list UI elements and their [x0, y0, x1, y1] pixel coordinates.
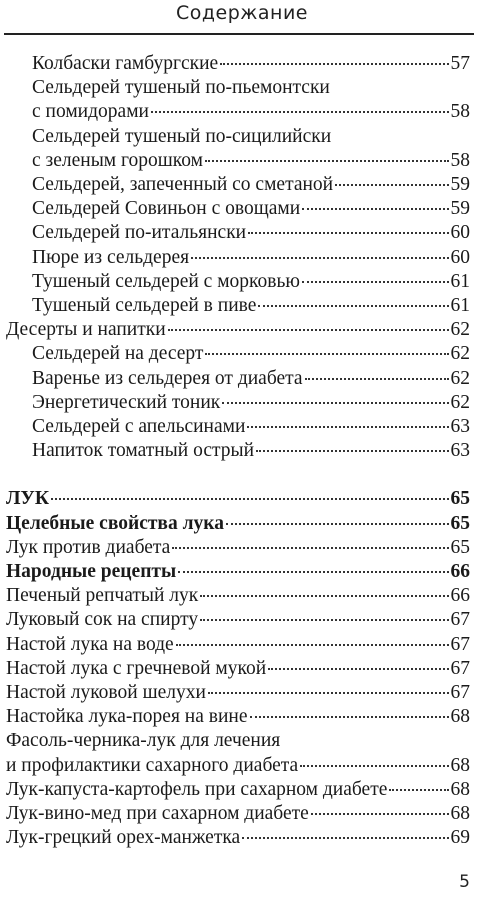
toc-entry [6, 681, 470, 705]
toc-entry-title: с зеленым горошком [32, 149, 204, 171]
toc-entry-title: Лук-грецкий орех-манжетка [6, 827, 241, 849]
toc-entry [6, 512, 470, 536]
toc-entry-title: Лук-вино-мед при сахарном диабете [6, 803, 309, 824]
toc-entry-page: 66 [450, 585, 470, 607]
running-header: Содержание [176, 2, 308, 24]
toc-entry-page: 62 [450, 343, 470, 365]
toc-entry-page: 59 [450, 174, 470, 195]
toc-entry-page: 58 [450, 149, 470, 171]
toc-entry-page: 60 [450, 246, 470, 268]
toc-entry-title: Сельдерей с апельсинами [32, 416, 246, 437]
toc-entry [6, 536, 470, 560]
toc-entry-page: 67 [450, 682, 470, 703]
toc-entry-page: 61 [450, 295, 470, 316]
toc-entry-page: 62 [450, 391, 470, 413]
toc-entry [6, 318, 470, 342]
dot-leader [178, 571, 448, 573]
toc-entry [6, 657, 470, 681]
toc-entry [6, 608, 470, 632]
dot-leader [268, 668, 448, 670]
toc-entry-title: Пюре из сельдерея [32, 246, 190, 268]
toc-entry-title: Тушеный сельдерей в пиве [32, 295, 257, 316]
toc-entry-title: Луковый сок на спирту [6, 609, 199, 631]
toc-entry-page: 68 [450, 706, 470, 728]
toc-entry-title: Сельдерей Совиньон с овощами [32, 198, 301, 220]
toc-entry-page: 68 [450, 754, 470, 776]
dot-leader [311, 813, 449, 815]
toc-entry [32, 415, 470, 439]
toc-entry [32, 246, 470, 270]
dot-leader [302, 281, 449, 283]
toc-entry-page: 66 [450, 561, 470, 582]
toc-entry-page: 68 [450, 778, 470, 800]
toc-entry-title: с помидорами [32, 101, 149, 123]
toc-entry-page: 58 [450, 101, 470, 123]
toc-entry-title: Сельдерей, запеченный со сметаной [32, 174, 334, 195]
toc-entry [32, 52, 470, 76]
dot-leader [200, 619, 448, 621]
toc-entry [32, 342, 470, 366]
toc-entry-title: Настой лука с гречневой мукой [6, 657, 267, 679]
toc-entry [32, 367, 470, 391]
toc-entry-title: и профилактики сахарного диабета [6, 754, 299, 776]
dot-leader [172, 547, 448, 549]
toc-entry [6, 584, 470, 608]
toc-entry [6, 487, 470, 511]
toc-entry [6, 802, 470, 826]
dot-leader [200, 595, 448, 597]
toc-entry [32, 173, 470, 197]
toc-entry [32, 221, 470, 245]
toc-entry-title: Варенье из сельдерея от диабета [32, 367, 303, 389]
header-rule [4, 33, 474, 35]
toc-entry [32, 391, 470, 415]
dot-leader [208, 692, 449, 694]
toc-entry [6, 705, 470, 729]
toc-entry-page: 67 [450, 609, 470, 631]
toc-entry-title: Настой луковой шелухи [6, 682, 206, 703]
toc-entry [6, 633, 470, 657]
toc-entry-page: 63 [450, 416, 470, 437]
toc-entry-title: Десерты и напитки [6, 319, 166, 341]
dot-leader [242, 837, 448, 839]
dot-leader [220, 63, 448, 65]
toc-entry-title-line: Сельдерей тушеный по-сицилийски [32, 125, 332, 147]
dot-leader [247, 426, 448, 428]
toc-entry-title: Печеный репчатый лук [6, 585, 199, 607]
toc-entry-title: Сельдерей по-итальянски [32, 222, 247, 244]
toc-entry-page: 65 [450, 488, 470, 510]
dot-leader [205, 353, 448, 355]
toc-entry [32, 270, 470, 294]
toc-entry-title: Настой лука на воде [6, 633, 174, 655]
toc-entry-title: Тушеный сельдерей с морковью [32, 270, 300, 292]
toc-entry-title: Народные рецепты [6, 561, 177, 582]
toc-entry [32, 100, 470, 124]
toc-entry-title-line: Сельдерей тушеный по-пьемонтски [32, 77, 330, 99]
toc-entry [6, 560, 470, 584]
toc-entry-title: Энергетический тоник [32, 391, 221, 413]
dot-leader [226, 523, 449, 525]
dot-leader [151, 111, 449, 113]
toc-entry-page: 62 [450, 367, 470, 389]
dot-leader [250, 716, 449, 718]
toc-entry [6, 778, 470, 802]
toc-entry-title: Настойка лука-порея на вине [6, 706, 248, 728]
dot-leader [256, 450, 448, 452]
toc-entry-title: Лук против диабета [6, 536, 171, 558]
dot-leader [191, 257, 448, 259]
toc-entry-page: 63 [450, 440, 470, 462]
dot-leader [205, 160, 448, 162]
toc-entry-page: 62 [450, 319, 470, 341]
toc-entry [32, 439, 470, 463]
dot-leader [51, 498, 449, 500]
toc-entry-page: 67 [450, 657, 470, 679]
toc-entry [6, 754, 470, 778]
dot-leader [389, 789, 448, 791]
toc-entry-page: 65 [450, 536, 470, 558]
toc-entry-title: ЛУК [6, 488, 49, 510]
toc-entry-page: 60 [450, 222, 470, 244]
dot-leader [248, 232, 448, 234]
toc-entry-page: 61 [450, 270, 470, 292]
toc-entry-title: Напиток томатный острый [32, 440, 255, 462]
toc-entry [32, 294, 470, 318]
page-number: 5 [459, 872, 470, 892]
dot-leader [176, 644, 449, 646]
toc-entry-title: Лук-капуста-картофель при сахарном диабете [6, 778, 388, 800]
toc-entry-page: 59 [450, 198, 470, 220]
dot-leader [300, 765, 448, 767]
toc-entry-title: Колбаски гамбургские [32, 53, 219, 74]
dot-leader [305, 378, 449, 380]
toc-entry-title: Целебные свойства лука [6, 512, 224, 534]
dot-leader [168, 329, 449, 331]
dot-leader [258, 305, 448, 307]
dot-leader [302, 208, 448, 210]
dot-leader [335, 184, 448, 186]
toc-entry [32, 149, 470, 173]
toc-entry [32, 197, 470, 221]
toc-entry-page: 67 [450, 633, 470, 655]
toc-entry-page: 69 [450, 827, 470, 849]
toc-entry-page: 68 [450, 803, 470, 824]
dot-leader [222, 402, 448, 404]
toc-entry-title: Сельдерей на десерт [32, 343, 204, 365]
toc-entry-page: 57 [450, 53, 470, 74]
toc-entry-title-line: Фасоль-черника-лук для лечения [6, 730, 281, 752]
toc-entry [6, 826, 470, 850]
toc-entry-page: 65 [450, 512, 470, 534]
